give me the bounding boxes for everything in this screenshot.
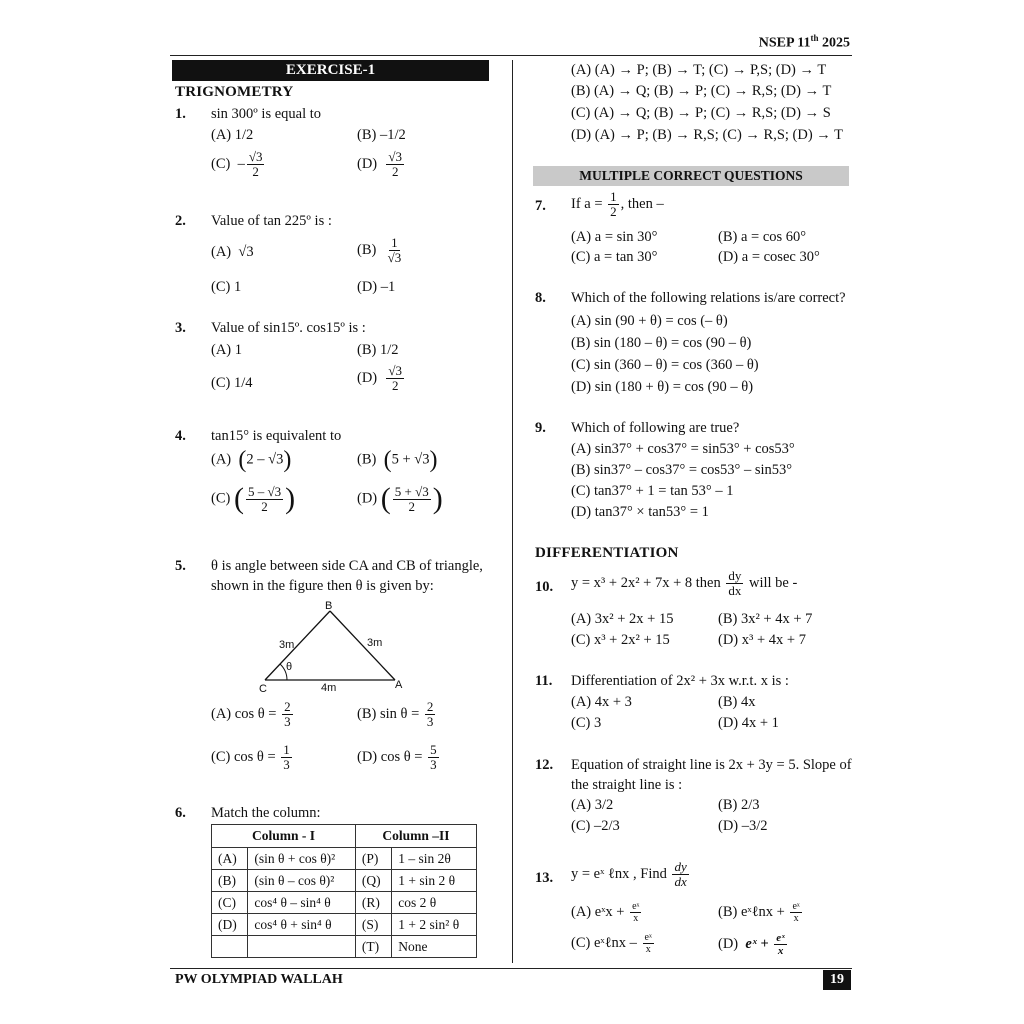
q7-option-d: (D) a = cosec 30° <box>718 249 820 265</box>
q13-option-a: (A) eˣx + $\frac{\text{eˣ}}{x}$ <box>571 901 640 924</box>
q9-text: Which of following are true? <box>571 420 740 436</box>
q10-option-d: (D) x³ + 4x + 7 <box>718 632 806 648</box>
q8-option-d: (D) sin (180 + θ) = cos (90 – θ) <box>571 379 754 395</box>
q4-option-b: (B) (5 + √3) <box>357 447 438 473</box>
fig-label-theta: θ <box>286 661 293 673</box>
table-row: (B) (sin θ – cos θ)² (Q) 1 + sin 2 θ <box>212 870 477 892</box>
table-row: (A) (sin θ + cos θ)² (P) 1 – sin 2θ <box>212 848 477 870</box>
q6-option-a: (A) (A) → P; (B) → T; (C) → P,S; (D) → T <box>571 62 827 78</box>
q8-option-c: (C) sin (360 – θ) = cos (360 – θ) <box>571 357 759 373</box>
q12-option-a: (A) 3/2 <box>571 797 614 813</box>
q11-option-c: (C) 3 <box>571 715 602 731</box>
match-table <box>211 824 477 958</box>
q13-number: 13. <box>535 870 554 886</box>
q12-option-b: (B) 2/3 <box>718 797 760 813</box>
q1-option-c: (C) – $\frac{√3}{2}$ <box>211 149 263 179</box>
q6-number: 6. <box>175 805 186 821</box>
section-heading-diff: DIFFERENTIATION <box>535 545 679 561</box>
q7-option-a: (A) a = sin 30° <box>571 229 658 245</box>
fig-label-ca: 4m <box>321 682 337 694</box>
q1-option-d: (D) $\frac{√3}{2}$ <box>357 149 403 179</box>
q5-option-a: (A) cos θ = $\frac{2}{3}$ <box>211 699 291 729</box>
page-number: 19 <box>823 970 851 990</box>
table-row: (T) None <box>212 936 477 958</box>
q4-text: tan15° is equivalent to <box>211 428 342 444</box>
q5-option-b: (B) sin θ = $\frac{2}{3}$ <box>357 699 434 729</box>
table-row: (D) cos⁴ θ + sin⁴ θ (S) 1 + 2 sin² θ <box>212 914 477 936</box>
triangle-figure <box>255 598 415 698</box>
q12-option-c: (C) –2/3 <box>571 818 620 834</box>
q2-option-d: (D) –1 <box>357 279 396 295</box>
q10-option-b: (B) 3x² + 4x + 7 <box>718 611 813 627</box>
exercise-title: EXERCISE-1 <box>172 60 489 81</box>
q6-text: Match the column: <box>211 805 321 821</box>
q9-option-d: (D) tan37° × tan53° = 1 <box>571 504 709 520</box>
q3-option-a: (A) 1 <box>211 342 243 358</box>
fig-label-a: A <box>395 679 403 691</box>
q3-option-c: (C) 1/4 <box>211 375 253 391</box>
q11-option-b: (B) 4x <box>718 694 756 710</box>
q13-option-c: (C) eˣℓnx – $\frac{\text{eˣ}}{x}$ <box>571 932 652 955</box>
q6-option-b: (B) (A) → Q; (B) → P; (C) → R,S; (D) → T <box>571 83 832 99</box>
fig-label-ab: 3m <box>367 637 383 649</box>
q1-number: 1. <box>175 106 186 122</box>
match-col2-header: Column –II <box>355 825 476 848</box>
q11-option-a: (A) 4x + 3 <box>571 694 632 710</box>
q9-number: 9. <box>535 420 546 436</box>
q2-option-c: (C) 1 <box>211 279 242 295</box>
q3-option-b: (B) 1/2 <box>357 342 399 358</box>
q1-option-a: (A) 1/2 <box>211 127 254 143</box>
q8-text: Which of the following relations is/are correct? <box>571 290 846 306</box>
q2-number: 2. <box>175 213 186 229</box>
q6-option-c: (C) (A) → Q; (B) → P; (C) → R,S; (D) → S <box>571 105 831 121</box>
q9-option-b: (B) sin37° – cos37° = cos53° – sin53° <box>571 462 793 478</box>
q12-option-d: (D) –3/2 <box>718 818 768 834</box>
q7-text: If a = $\frac{1}{2}$ , then – <box>571 189 664 219</box>
page-header-title: NSEP 11th 2025 <box>758 33 850 51</box>
q5-number: 5. <box>175 558 186 574</box>
fig-label-cb: 3m <box>279 639 295 651</box>
q2-option-b: (B) $\frac{1}{√3}$ <box>357 235 402 265</box>
q6-option-d: (D) (A) → P; (B) → R,S; (C) → R,S; (D) → T <box>571 127 844 143</box>
column-divider <box>512 60 513 963</box>
q10-option-a: (A) 3x² + 2x + 15 <box>571 611 674 627</box>
q8-option-a: (A) sin (90 + θ) = cos (– θ) <box>571 313 728 329</box>
q5-option-c: (C) cos θ = $\frac{1}{3}$ <box>211 742 290 772</box>
q3-number: 3. <box>175 320 186 336</box>
section-heading-trig: TRIGNOMETRY <box>175 84 294 100</box>
q2-text: Value of tan 225º is : <box>211 213 332 229</box>
fig-label-b: B <box>325 600 333 612</box>
q5-option-d: (D) cos θ = $\frac{5}{3}$ <box>357 742 437 772</box>
q12-text-line2: the straight line is : <box>571 777 683 793</box>
q10-option-c: (C) x³ + 2x² + 15 <box>571 632 670 648</box>
q11-option-d: (D) 4x + 1 <box>718 715 779 731</box>
q3-text: Value of sin15º. cos15º is : <box>211 320 366 336</box>
q11-text: Differentiation of 2x² + 3x w.r.t. x is : <box>571 673 789 689</box>
q13-option-d: (D) eˣ + $\frac{\text{eˣ}}{x}$ <box>718 932 785 957</box>
footer-brand: PW OLYMPIAD WALLAH <box>175 972 343 987</box>
q9-option-c: (C) tan37° + 1 = tan 53° – 1 <box>571 483 734 499</box>
q11-number: 11. <box>535 673 553 689</box>
q5-text-line2: shown in the figure then θ is given by: <box>211 578 434 594</box>
q7-number: 7. <box>535 198 546 214</box>
table-row: (C) cos⁴ θ – sin⁴ θ (R) cos 2 θ <box>212 892 477 914</box>
q10-text: y = x³ + 2x² + 7x + 8 then $\frac{dy}{dx}$ will be - <box>571 568 798 598</box>
q3-option-d: (D) $\frac{√3}{2}$ <box>357 363 403 393</box>
match-col1-header: Column - I <box>212 825 356 848</box>
q13-text: y = eˣ ℓnx , Find $\frac{dy}{dx}$ <box>571 859 687 889</box>
q13-option-b: (B) eˣℓnx + $\frac{\text{eˣ}}{x}$ <box>718 901 800 924</box>
q2-option-a: (A) √3 <box>211 244 254 260</box>
q8-number: 8. <box>535 290 546 306</box>
q12-number: 12. <box>535 757 554 773</box>
q9-option-a: (A) sin37° + cos37° = sin53° + cos53° <box>571 441 795 457</box>
section-heading-mcq: MULTIPLE CORRECT QUESTIONS <box>533 166 849 186</box>
q1-text: sin 300º is equal to <box>211 106 322 122</box>
fig-label-c: C <box>259 683 267 695</box>
q1-option-b: (B) –1/2 <box>357 127 406 143</box>
q10-number: 10. <box>535 579 554 595</box>
q12-text-line1: Equation of straight line is 2x + 3y = 5. Slope of <box>571 757 852 773</box>
q4-number: 4. <box>175 428 186 444</box>
q4-option-a: (A) (2 – √3) <box>211 447 292 473</box>
q5-text-line1: θ is angle between side CA and CB of triangle, <box>211 558 483 574</box>
header-rule <box>170 55 852 56</box>
q7-option-b: (B) a = cos 60° <box>718 229 807 245</box>
q4-option-c: (C) ( $\frac{5 - √3}{2}$ ) <box>211 482 296 515</box>
q4-option-d: (D) ( $\frac{5 + √3}{2}$ ) <box>357 482 443 515</box>
q7-option-c: (C) a = tan 30° <box>571 249 658 265</box>
footer-rule <box>170 968 852 969</box>
q8-option-b: (B) sin (180 – θ) = cos (90 – θ) <box>571 335 752 351</box>
